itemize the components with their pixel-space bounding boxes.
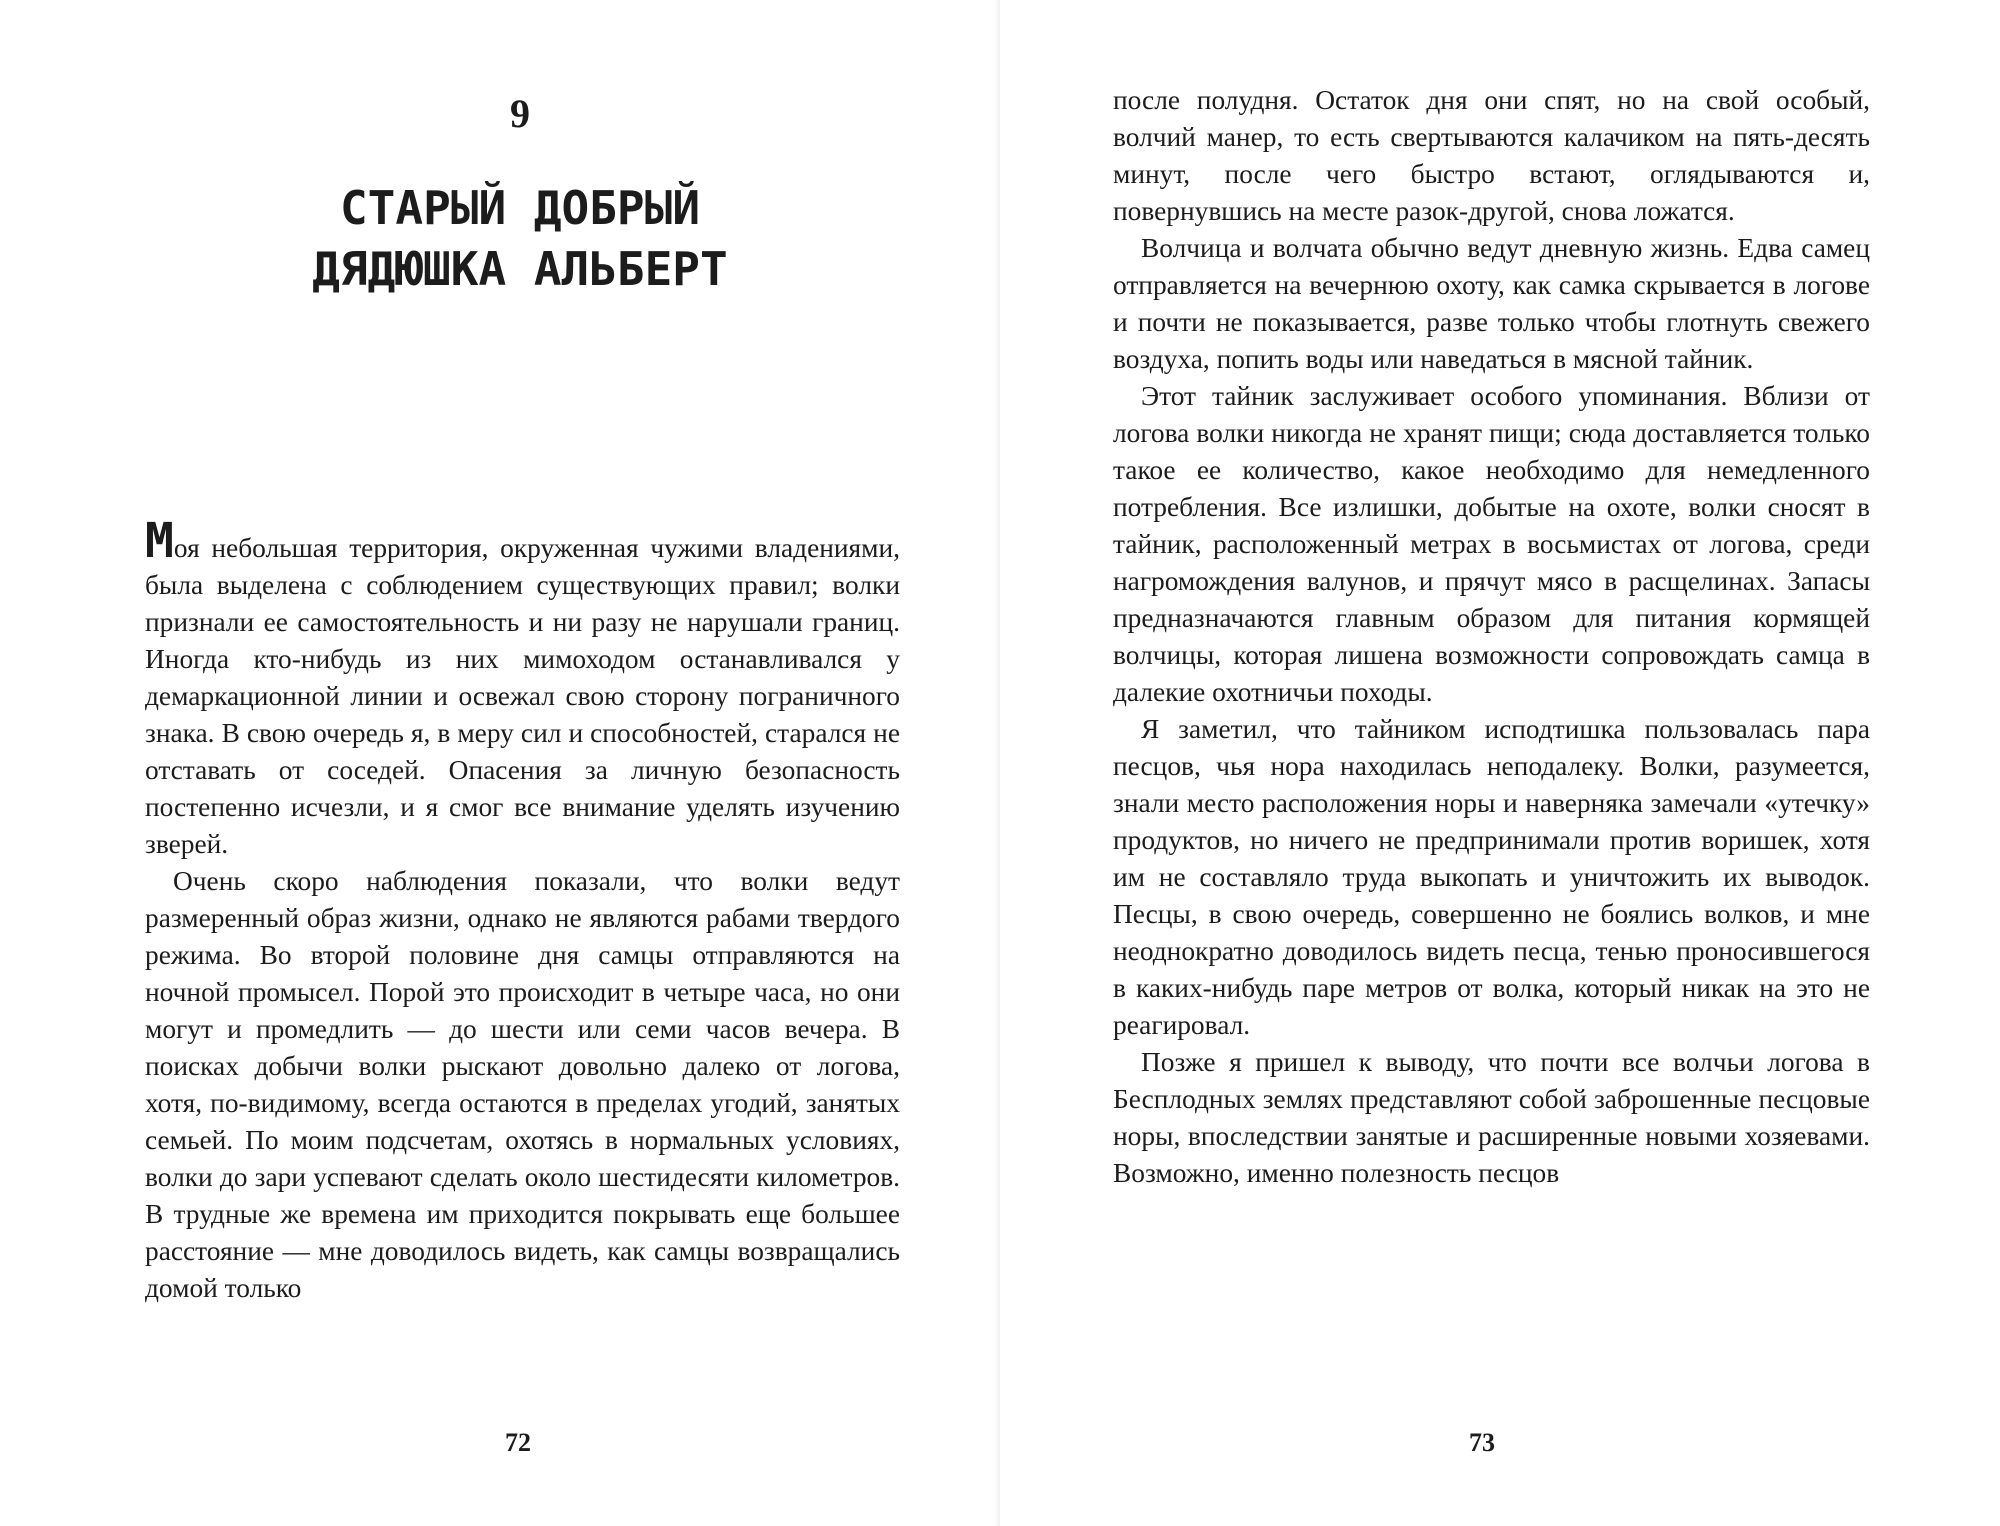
chapter-title-line-1: СТАРЫЙ ДОБРЫЙ	[339, 181, 701, 235]
page-number: 72	[505, 1428, 531, 1457]
paragraph-text: оя небольшая территория, окруженная чужими владениями, была выделена с соблюдением существующих правил; волки признали ее самостоятельность и ни разу не нарушали границ. Иногда кто-нибудь из них мимоходом останавливался у демаркационной линии и освежал свою сторону пограничного знака. В свою очередь я, в меру сил и способностей, старался не отставать от соседей. Опасения за личную безопасность постепенно исчезли, и я смог все внимание уделять изучению зверей.	[145, 533, 900, 859]
paragraph: Очень скоро наблюдения показали, что волки ведут размеренный образ жизни, однако не являются рабами твердого режима. Во второй половине дня самцы отправляются на ночной промысел. Порой это происходит в четыре часа, но они могут и промедлить — до шести или семи часов вечера. В поисках добычи волки рыскают довольно далеко от логова, хотя, по-видимому, всегда остаются в пределах угодий, занятых семьей. По моим подсчетам, охотясь в нормальных условиях, волки до зари успевают сделать около шестидесяти километров. В трудные же времена им приходится покрывать еще большее расстояние — мне доводилось видеть, как самцы возвращались домой только	[145, 866, 900, 1303]
paragraph: Позже я пришел к выводу, что почти все волчьи логова в Бесплодных землях представляют собой заброшенные песцовые норы, впоследствии занятые и расширенные новыми хозяевами. Возможно, именно полезность песцов	[1113, 1047, 1870, 1188]
paragraph: Волчица и волчата обычно ведут дневную жизнь. Едва самец отправляется на вечернюю охоту, как самка скрывается в логове и почти не показывается, разве только чтобы глотнуть свежего воздуха, попить воды или наведаться в мясной тайник.	[1113, 233, 1870, 374]
chapter-title	[140, 178, 900, 300]
right-page-text	[1113, 82, 1870, 1192]
paragraph	[145, 513, 900, 863]
drop-cap: М	[145, 513, 174, 569]
paragraph: Я заметил, что тайником исподтишка пользовалась пара песцов, чья нора находилась неподалеку. Волки, разумеется, знали место расположения норы и наверняка замечали «утечку» продуктов, но ничего не предпринимали против воришек, хотя им не составляло труда выкопать и уничтожить их выводок. Песцы, в свою очередь, совершенно не боялись волков, и мне неоднократно доводилось видеть песца, тенью проносившегося в каких-нибудь паре метров от волка, который никак на это не реагировал.	[1113, 714, 1870, 1040]
chapter-number: 9	[510, 91, 530, 136]
page-number: 73	[1469, 1428, 1495, 1457]
paragraph: после полудня. Остаток дня они спят, но на свой особый, волчий манер, то есть свертываются калачиком на пять-десять минут, после чего быстро встают, оглядываются и, повернувшись на месте разок-другой, снова ложатся.	[1113, 85, 1870, 226]
left-page-text	[145, 513, 900, 1307]
chapter-title-line-2: ДЯДЮШКА АЛЬБЕРТ	[312, 242, 728, 296]
paragraph: Этот тайник заслуживает особого упоминания. Вблизи от логова волки никогда не хранят пищи; сюда доставляется только такое ее количество, какое необходимо для немедленного потребления. Все излишки, добытые на охоте, волки сносят в тайник, расположенный метрах в восьмистах от логова, среди нагромождения валунов, и прячут мясо в расщелинах. Запасы предназначаются главным образом для питания кормящей волчицы, которая лишена возможности сопровождать самца в далекие охотничьи походы.	[1113, 381, 1870, 707]
right-page	[1000, 0, 2000, 1526]
